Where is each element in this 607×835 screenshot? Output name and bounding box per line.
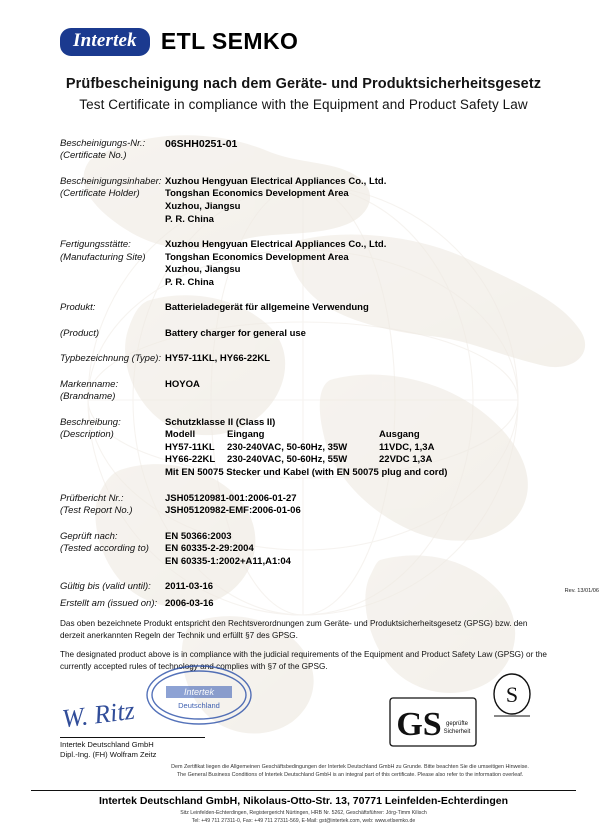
field-value (165, 417, 459, 480)
intertek-blue-stamp (144, 664, 254, 726)
field-tested-according-to (60, 531, 567, 569)
field-type (60, 353, 567, 366)
holder-line-4: P. R. China (165, 213, 214, 225)
field-brandname (60, 379, 567, 404)
field-value (165, 239, 386, 289)
label-en: (Description) (60, 429, 114, 441)
field-product-en (60, 328, 567, 341)
site-line-3: Xuzhou, Jiangsu (165, 264, 241, 276)
footer-company: Intertek Deutschland GmbH, Nikolaus-Otto-Str. 13, 70771 Leinfelden-Echterdingen (98, 795, 508, 807)
handwritten-signature: W. Ritz (60, 695, 137, 734)
signature-person: Dipl.-Ing. (FH) Wolfram Zeitz (60, 750, 157, 760)
table-row (165, 454, 459, 467)
cell-input: 230-240VAC, 50-60Hz, 55W (227, 454, 348, 466)
header (0, 0, 607, 56)
holder-line-2: Tongshan Economics Development Area (165, 188, 349, 200)
cell-model: HY57-11KL (165, 441, 215, 453)
field-value: 2011-03-16 (165, 581, 214, 593)
field-manufacturing-site (60, 239, 567, 289)
field-label: Erstellt am (issued on): (60, 597, 158, 609)
holder-line-1: Xuzhou Hengyuan Electrical Appliances Co., Ltd. (165, 175, 387, 187)
statement-de: Das oben bezeichnete Produkt entspricht den Rechtsverordnungen zum Geräte- und Produktsicherheitsgesetz (GPSG) bzw. den derzeit anerkannten Regeln der Technik und erfüllt §7 des GPSG. (60, 619, 528, 640)
s-safety-mark (490, 672, 534, 720)
label-en: (Certificate Holder) (60, 188, 140, 200)
field-label (60, 379, 165, 404)
standard-3: EN 60335-1:2002+A11,A1:04 (165, 555, 291, 567)
table-header-row (165, 429, 459, 442)
field-value: Batterieladegerät für allgemeine Verwendung (165, 302, 369, 314)
field-label (60, 531, 165, 556)
report-line-2: JSH05120982-EMF:2006-01-06 (165, 505, 301, 517)
label-en: (Tested according to) (60, 543, 149, 555)
label-de: Markenname: (60, 378, 119, 390)
signature-company: Intertek Deutschland GmbH (60, 740, 154, 749)
th-output: Ausgang (379, 429, 420, 441)
signature-block (60, 740, 156, 761)
gs-safety-mark (389, 697, 477, 747)
site-line-1: Xuzhou Hengyuan Electrical Appliances Co., Ltd. (165, 239, 387, 251)
field-label: (Product) (60, 327, 100, 339)
label-de: Fertigungsstätte: (60, 239, 131, 251)
plug-note: Mit EN 50075 Stecker und Kabel (with EN 50075 plug and cord) (165, 466, 448, 478)
field-value (165, 176, 386, 226)
cell-model: HY66-22KL (165, 454, 216, 466)
statement-en: The designated product above is in compliance with the judicial requirements of the Equipment and Product Safety Law (GPSG) or the currently accepted rules of technology and complies with §7 of the GPSG. (60, 649, 547, 671)
disclaimer-en: The General Business Conditions of Intertek Deutschland GmbH is an integral part of this certificate. Please also refer to the information overleaf. (176, 772, 524, 779)
protection-class: Schutzklasse II (Class II) (165, 416, 276, 428)
rating-table (165, 429, 459, 467)
cell-output: 22VDC 1,3A (379, 454, 433, 466)
disclaimer-de: Dem Zertifikat liegen die Allgemeinen Geschäftsbedingungen der Intertek Deutschland GmbH zu Grunde. Bitte beachten Sie die umseitigen Hinweise. (171, 764, 529, 770)
field-certificate-no (60, 138, 567, 163)
table-row (165, 442, 459, 455)
field-product-de (60, 302, 567, 315)
field-issued-on (60, 598, 567, 611)
svg-text:Deutschland: Deutschland (178, 701, 220, 710)
field-value: HY57-11KL, HY66-22KL (165, 353, 271, 365)
cell-input: 230-240VAC, 50-60Hz, 35W (227, 441, 348, 453)
field-test-report-no (60, 493, 567, 518)
footer-address-2: Tel: +49 711 27311-0, Fax: +49 711 27311-569, E-Mail: gst@intertek.com, web: www.etlsemko.de (191, 817, 416, 824)
page-title-en: Test Certificate in compliance with the Equipment and Product Safety Law (79, 96, 528, 112)
cell-output: 11VDC, 1,3A (379, 441, 435, 453)
th-model: Modell (165, 429, 196, 441)
svg-text:Sicherheit: Sicherheit (443, 729, 471, 735)
holder-line-3: Xuzhou, Jiangsu (165, 201, 241, 213)
label-de: Prüfbericht Nr.: (60, 492, 124, 504)
footer-divider (31, 790, 576, 791)
field-value: HOYOA (165, 378, 200, 390)
field-label: Typbezeichnung (Type): (60, 353, 162, 365)
standard-2: EN 60335-2-29:2004 (165, 543, 254, 555)
field-value: 06SHH0251-01 (165, 137, 238, 150)
field-certificate-holder (60, 176, 567, 226)
field-label (60, 176, 165, 201)
footer-address-1: Sitz Leinfelden-Echterdingen, Registergericht Nürtingen, HRB Nr. 5262, Geschäftsführer: Jörg-Timm Kilisch (180, 810, 427, 816)
field-value: 2006-03-16 (165, 597, 214, 609)
fields-list (0, 138, 607, 610)
site-line-2: Tongshan Economics Development Area (165, 251, 349, 263)
field-label (60, 138, 165, 163)
field-value (165, 531, 291, 569)
signature-rule (60, 737, 205, 738)
svg-text:Intertek: Intertek (183, 687, 215, 697)
compliance-statement (60, 618, 550, 680)
site-line-4: P. R. China (165, 276, 214, 288)
page-title-de: Prüfbescheinigung nach dem Geräte- und Produktsicherheitsgesetz (65, 75, 542, 92)
svg-text:GS: GS (396, 706, 442, 743)
label-en: (Brandname) (60, 391, 116, 403)
label-de: Geprüft nach: (60, 530, 118, 542)
disclaimer (150, 763, 550, 779)
label-de: Bescheinigungsinhaber: (60, 175, 162, 187)
etl-semko-mark: ETL SEMKO (160, 28, 299, 55)
field-value (165, 493, 301, 518)
report-line-1: JSH05120981-001:2006-01-27 (165, 492, 297, 504)
label-en: (Test Report No.) (60, 505, 133, 517)
intertek-logo: Intertek (60, 28, 150, 56)
label-de: Beschreibung: (60, 416, 121, 428)
th-input: Eingang (227, 429, 265, 441)
field-label: Gültig bis (valid until): (60, 581, 151, 593)
svg-text:geprüfte: geprüfte (445, 721, 469, 727)
document-revision-code: Rev. 13/01/06 (564, 588, 599, 594)
svg-text:S: S (505, 682, 519, 707)
field-label (60, 239, 165, 264)
field-valid-until (60, 581, 567, 594)
standard-1: EN 50366:2003 (165, 530, 232, 542)
field-label (60, 417, 165, 442)
label-en: (Manufacturing Site) (60, 251, 146, 263)
footer (0, 790, 607, 826)
label-en: (Certificate No.) (60, 150, 127, 162)
field-description (60, 417, 567, 480)
field-label: Produkt: (60, 302, 96, 314)
field-label (60, 493, 165, 518)
field-value: Battery charger for general use (165, 327, 306, 339)
label-de: Bescheinigungs-Nr.: (60, 137, 146, 149)
